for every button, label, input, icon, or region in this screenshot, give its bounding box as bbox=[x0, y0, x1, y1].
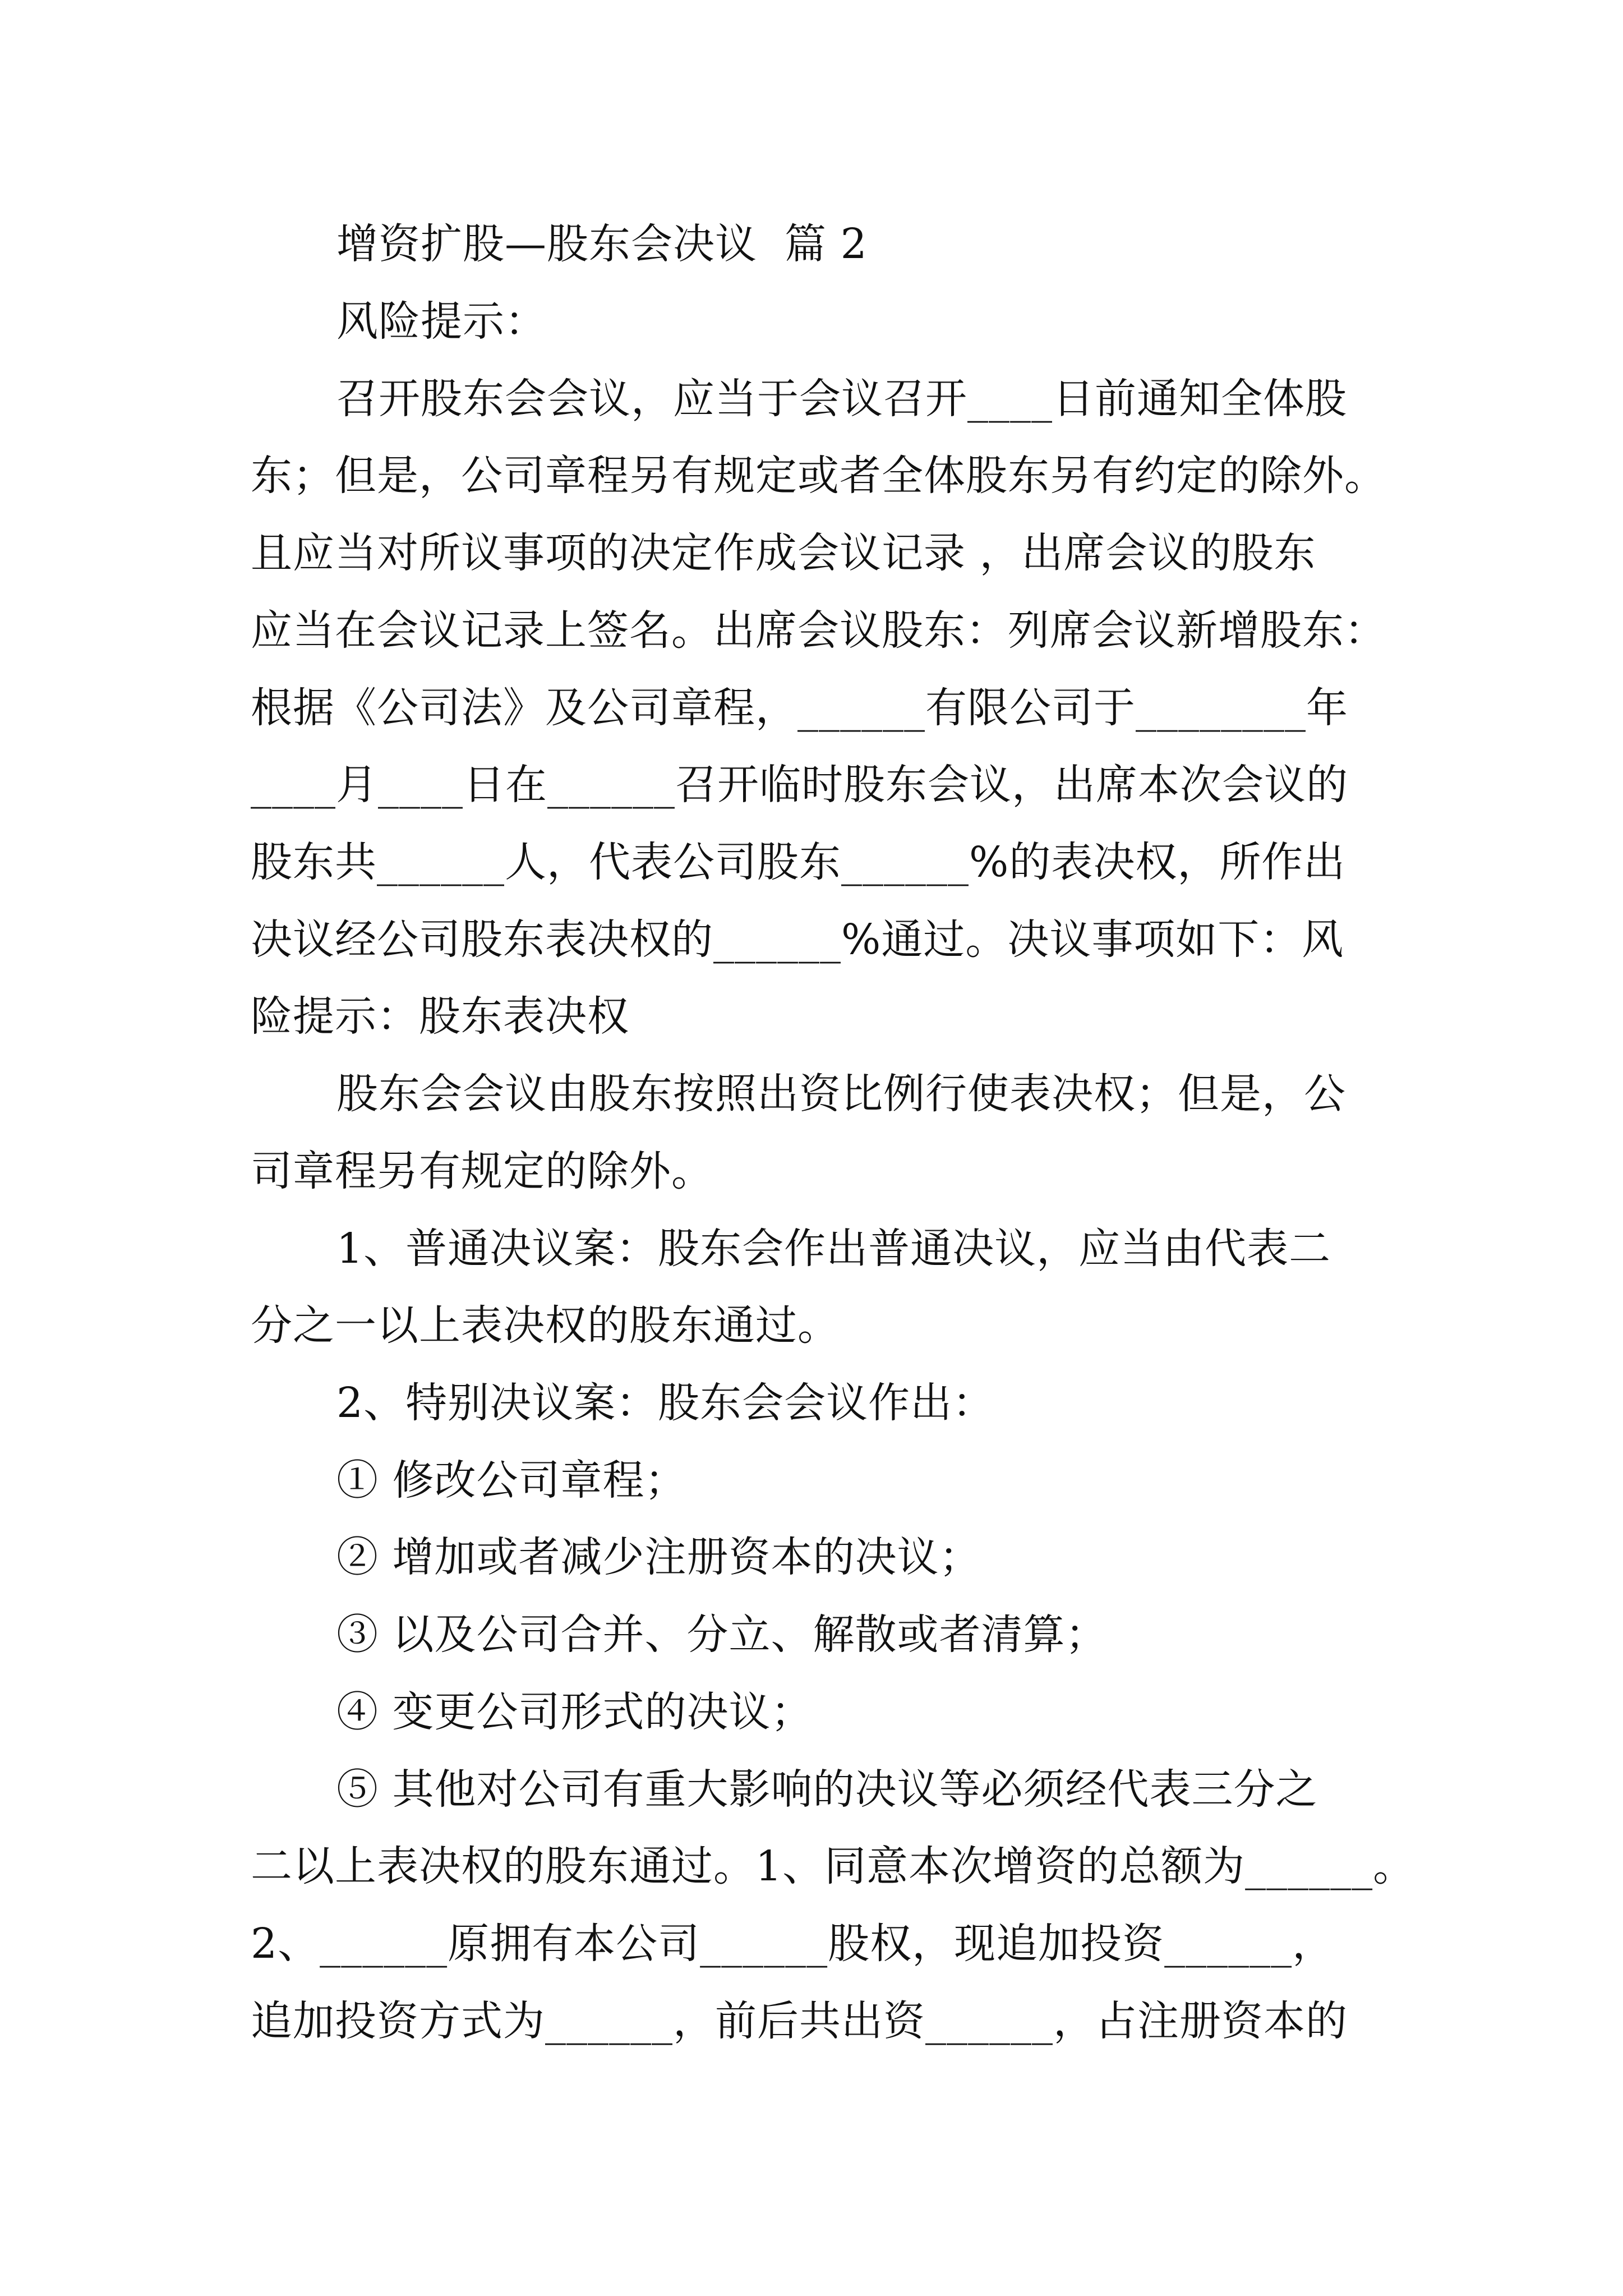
paragraph-line: 追加投资方式为______，前后共出资______，占注册资本的 bbox=[251, 1997, 1348, 2045]
risk-notice-heading: 风险提示： bbox=[336, 297, 547, 346]
paragraph-line: 决议经公司股东表决权的______%通过。决议事项如下：风 bbox=[251, 915, 1344, 964]
paragraph-line: 根据《公司法》及公司章程，______有限公司于________年 bbox=[251, 684, 1348, 732]
paragraph-line: 二以上表决权的股东通过。1、同意本次增资的总额为______。 bbox=[251, 1842, 1415, 1890]
list-item: ② 增加或者减少注册资本的决议； bbox=[336, 1533, 981, 1581]
paragraph-line: 召开股东会会议，应当于会议召开____日前通知全体股 bbox=[336, 375, 1347, 423]
paragraph-line: 应当在会议记录上签名。出席会议股东：列席会议新增股东： bbox=[251, 606, 1386, 655]
paragraph-line: 股东共______人，代表公司股东______%的表决权，所作出 bbox=[251, 838, 1346, 886]
paragraph-line: 1、普通决议案：股东会作出普通决议，应当由代表二 bbox=[336, 1225, 1331, 1273]
document-title: 增资扩股—股东会决议 篇 2 bbox=[336, 220, 868, 268]
paragraph-line: ____月____日在______召开临时股东会议，出席本次会议的 bbox=[251, 761, 1348, 809]
paragraph-line: 且应当对所议事项的决定作成会议记录 ，出席会议的股东 bbox=[251, 529, 1316, 577]
paragraph-line: 司章程另有规定的除外。 bbox=[251, 1147, 713, 1195]
list-item: ④ 变更公司形式的决议； bbox=[336, 1688, 813, 1736]
list-item: ① 修改公司章程； bbox=[336, 1456, 687, 1504]
paragraph-line: 分之一以上表决权的股东通过。 bbox=[251, 1301, 840, 1350]
list-item: ③ 以及公司合并、分立、解散或者清算； bbox=[336, 1611, 1108, 1659]
list-item: ⑤ 其他对公司有重大影响的决议等必须经代表三分之 bbox=[336, 1765, 1318, 1814]
paragraph-line: 股东会会议由股东按照出资比例行使表决权；但是，公 bbox=[336, 1070, 1346, 1118]
paragraph-line: 险提示：股东表决权 bbox=[251, 992, 629, 1041]
paragraph-line: 东；但是，公司章程另有规定或者全体股东另有约定的除外。 bbox=[251, 452, 1386, 500]
paragraph-line: 2、______原拥有本公司______股权，现追加投资______， bbox=[251, 1920, 1335, 1968]
paragraph-line: 2、特别决议案：股东会会议作出： bbox=[336, 1379, 995, 1427]
